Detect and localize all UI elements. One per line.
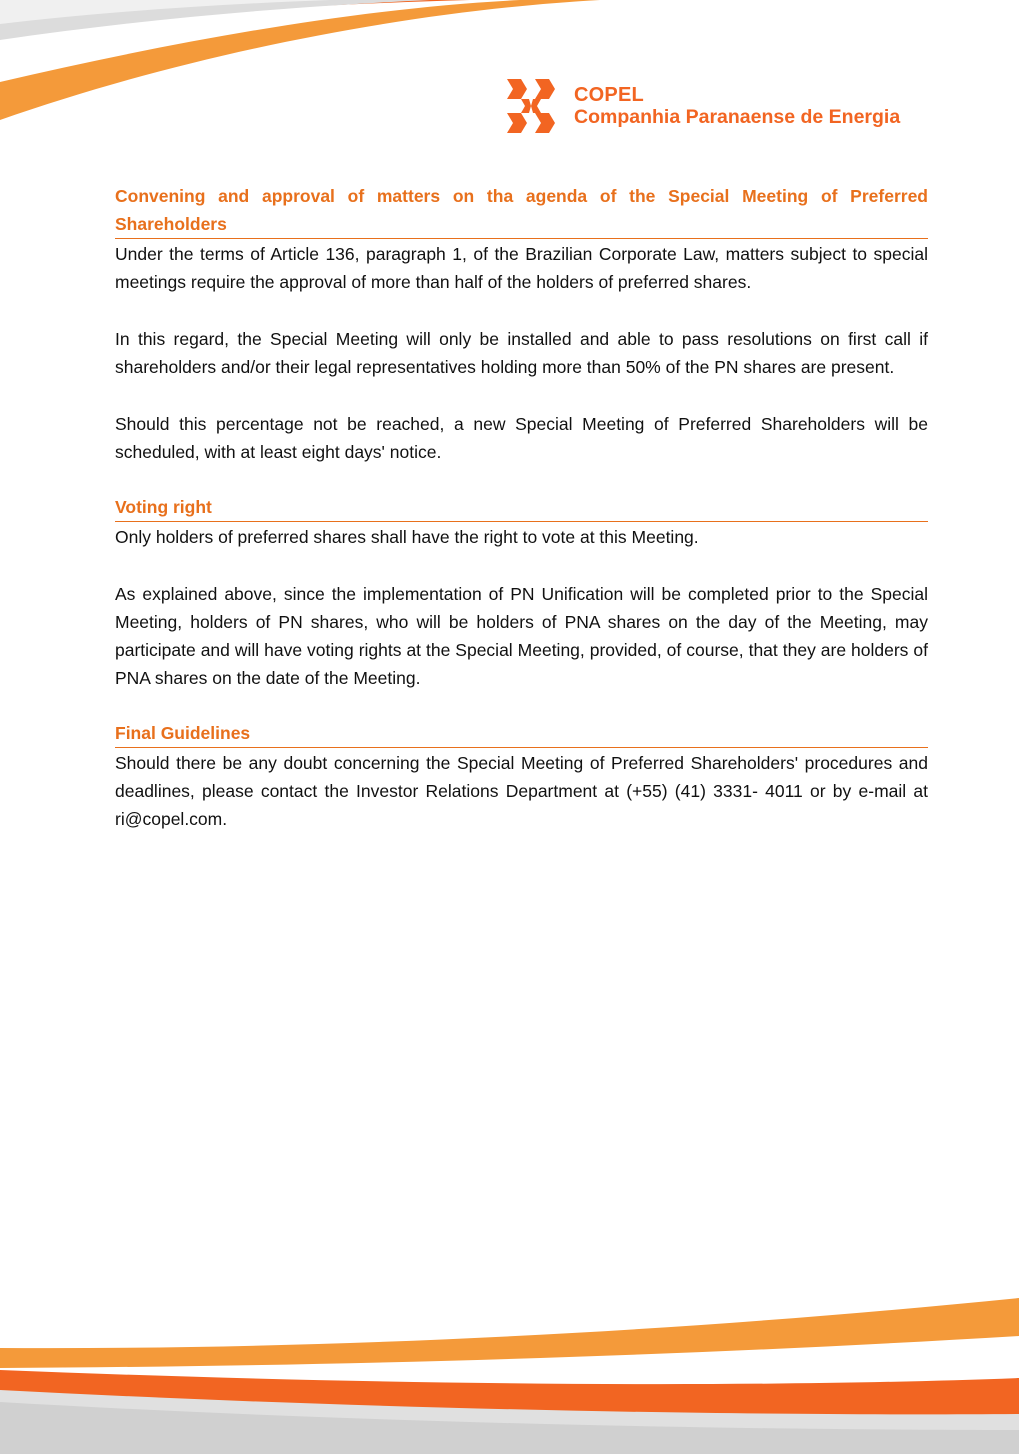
paragraph: Under the terms of Article 136, paragraph 1, of the Brazilian Corporate Law, matters subject to special meetings require the approval of more than half of the holders of preferred shares. — [115, 244, 928, 292]
copel-logo — [503, 78, 927, 134]
section-title-convening: Convening and approval of matters on tha agenda of the Special Meeting of Preferred Shareholders — [115, 182, 928, 239]
paragraph: As explained above, since the implementation of PN Unification will be completed prior to the Special Meeting, holders of PN shares, who will be holders of PNA shares on the day of the Meeting, may participate and will have voting rights at the Special Meeting, provided, of course, that they are holders of PNA shares on the date of the Meeting. — [115, 584, 928, 688]
copel-logo-icon — [503, 79, 559, 133]
paragraph: In this regard, the Special Meeting will only be installed and able to pass resolutions on first call if shareholders and/or their legal representatives holding more than 50% of the PN shares are present. — [115, 329, 928, 377]
brand-name: COPEL — [574, 84, 644, 106]
page-number: 12/18 — [968, 1364, 999, 1378]
paragraph: Should there be any doubt concerning the Special Meeting of Preferred Shareholders' procedures and deadlines, please contact the Investor Relations Department at (+55) (41) 3331- 4011 or by e-mail at ri@copel.com. — [115, 753, 928, 829]
section-title-voting-right: Voting right — [115, 493, 928, 522]
section-title-final-guidelines: Final Guidelines — [115, 719, 928, 748]
paragraph: Only holders of preferred shares shall have the right to vote at this Meeting. — [115, 527, 699, 547]
brand-full-name: Companhia Paranaense de Energia — [574, 106, 901, 128]
paragraph: Should this percentage not be reached, a new Special Meeting of Preferred Shareholders will be scheduled, with at least eight days' notice. — [115, 414, 928, 462]
document-body — [115, 182, 928, 833]
footer-decoration — [0, 1290, 1019, 1454]
